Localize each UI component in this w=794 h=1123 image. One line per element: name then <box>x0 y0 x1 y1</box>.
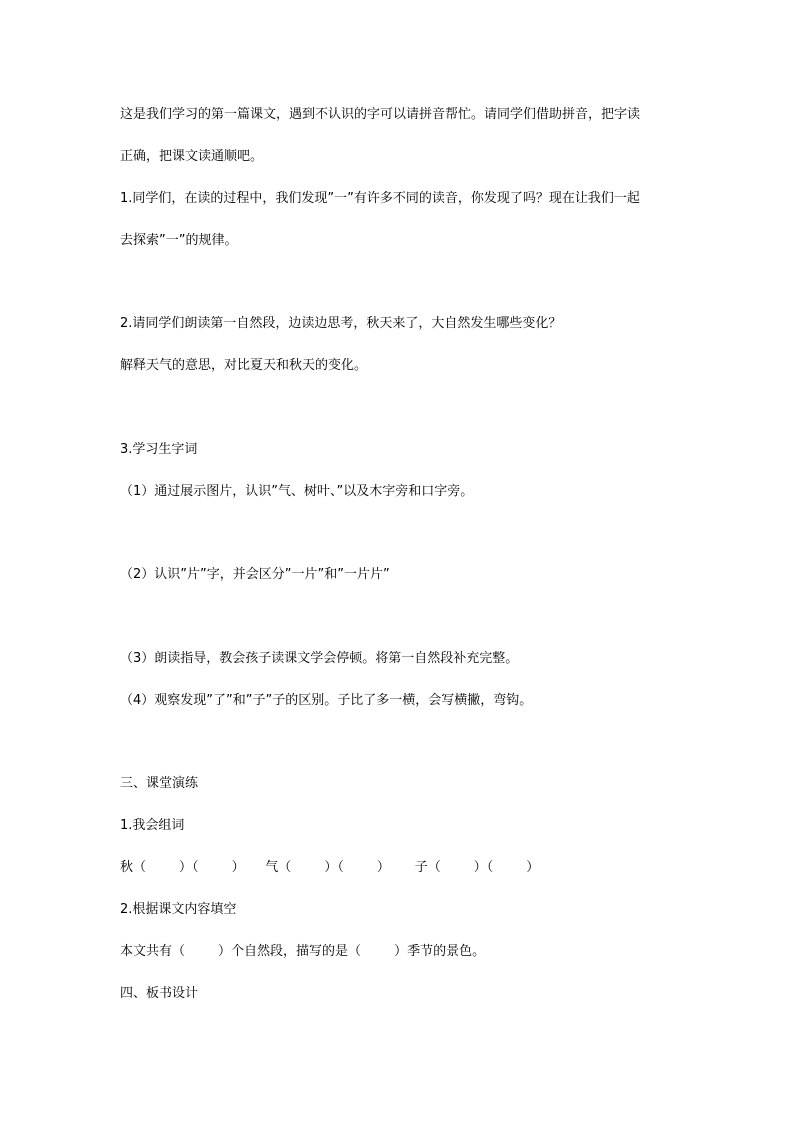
paragraph-item-1-line-1: 1.同学们，在读的过程中，我们发现”一”有许多不同的读音，你发现了吗？现在让我们一起 <box>120 191 640 206</box>
paragraph-intro-line-1: 这是我们学习的第一篇课文，遇到不认识的字可以请拼音帮忙。请同学们借助拼音，把字读 <box>120 107 641 122</box>
exercise-1-title: 1.我会组词 <box>120 818 185 833</box>
paragraph-item-1-line-2: 去探索”一”的规律。 <box>120 233 238 248</box>
sub-item-1: （1）通过展示图片，认识”气、树叶、”以及木字旁和口字旁。 <box>120 484 474 499</box>
paragraph-item-2-explain: 解释天气的意思，对比夏天和秋天的变化。 <box>120 358 368 373</box>
sub-item-2: （2）认识”片”字，并会区分”一片”和”一片片” <box>120 567 390 582</box>
sub-item-4: （4）观察发现”了”和”子”子的区别。子比了多一横，会写横撇，弯钩。 <box>120 693 533 708</box>
heading-item-3: 3.学习生字词 <box>120 442 198 457</box>
section-heading-practice: 三、课堂演练 <box>120 776 199 791</box>
paragraph-item-2: 2.请同学们朗读第一自然段，边读边思考，秋天来了，大自然发生哪些变化？ <box>120 316 562 331</box>
paragraph-intro-line-2: 正确，把课文读通顺吧。 <box>120 149 264 164</box>
exercise-2-blanks: 本文共有（ ）个自然段，描写的是（ ）季节的景色。 <box>120 944 486 959</box>
sub-item-3: （3）朗读指导，教会孩子读课文学会停顿。将第一自然段补充完整。 <box>120 651 519 666</box>
exercise-2-title: 2.根据课文内容填空 <box>120 902 237 917</box>
exercise-1-blanks: 秋（ ）（ ） 气（ ）（ ） 子（ ）（ ） <box>120 860 540 875</box>
section-heading-board-design: 四、板书设计 <box>120 986 199 1001</box>
